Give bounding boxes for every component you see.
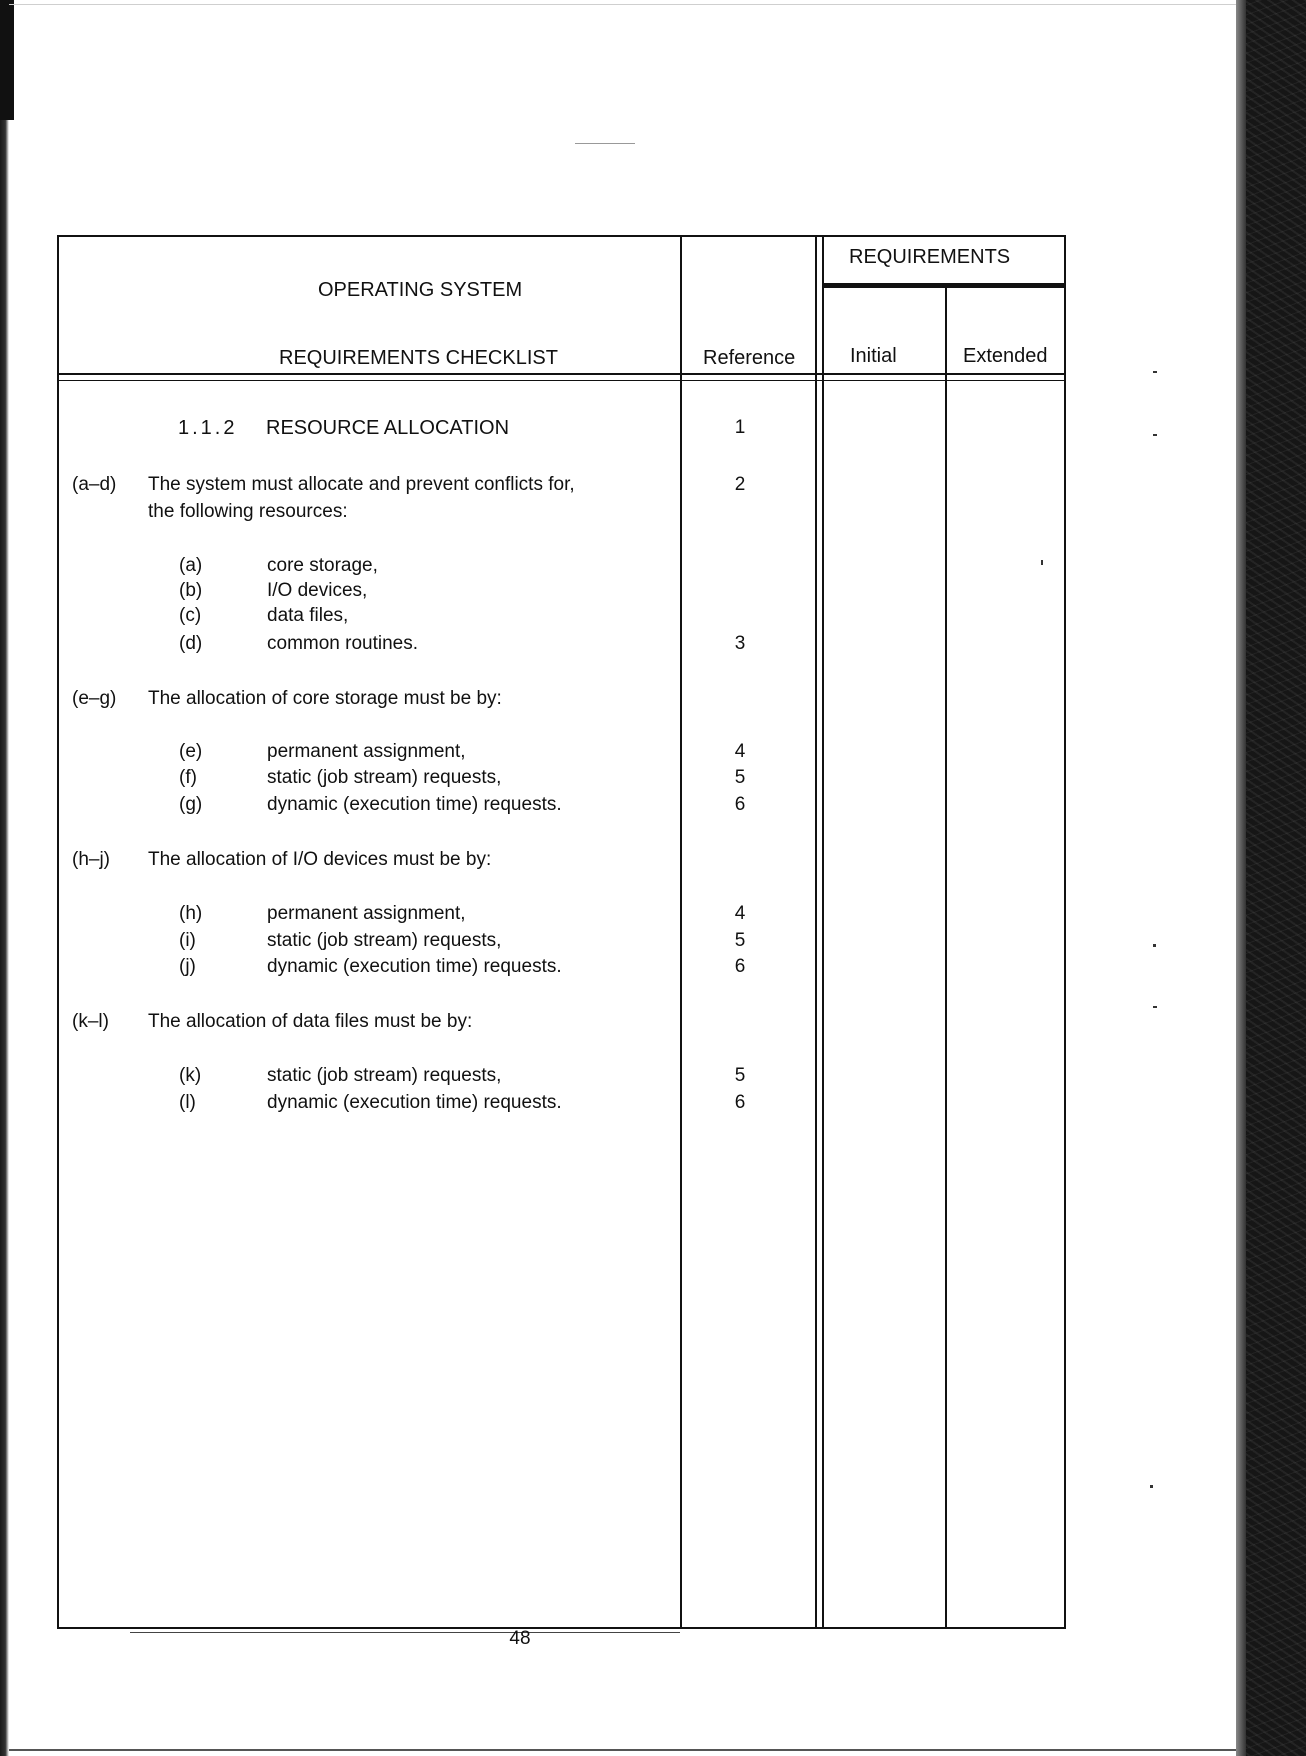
scan-edge-right-fade: [1236, 0, 1246, 1756]
item-label: (k): [179, 1065, 202, 1086]
scan-edge-left-dark: [0, 0, 14, 120]
group-label: (h–j): [72, 849, 111, 870]
group-text: The allocation of data files must be by:: [148, 1011, 473, 1032]
item-label: (d): [179, 633, 203, 654]
item-label: (h): [179, 903, 203, 924]
item-text: static (job stream) requests,: [267, 930, 502, 951]
scan-top-line: [9, 4, 1236, 5]
scan-edge-right: [1236, 0, 1306, 1756]
item-reference: 6: [734, 956, 746, 977]
section-title: RESOURCE ALLOCATION: [266, 417, 510, 439]
table-title-line-1: OPERATING SYSTEM: [318, 279, 523, 301]
section-reference: 1: [734, 417, 746, 438]
group-label: (a–d): [72, 474, 117, 495]
item-reference: 4: [734, 903, 746, 924]
initial-extended-divider: [945, 287, 947, 1629]
item-reference: 6: [734, 794, 746, 815]
scan-speck: [1153, 1006, 1157, 1008]
item-label: (b): [179, 580, 203, 601]
item-text: dynamic (execution time) requests.: [267, 794, 562, 815]
reference-column-header: Reference: [703, 347, 796, 369]
scan-speck: [575, 143, 635, 144]
header-rule-double: [57, 380, 1064, 381]
group-label: (k–l): [72, 1011, 109, 1032]
item-text: permanent assignment,: [267, 903, 466, 924]
page-number: 48: [509, 1628, 531, 1649]
requirements-column-left-border: [815, 235, 817, 1629]
item-label: (i): [179, 930, 196, 951]
requirements-column-left-border-double: [822, 235, 824, 1629]
item-label: (a): [179, 555, 203, 576]
item-text: data files,: [267, 605, 349, 626]
item-reference: 5: [734, 1065, 746, 1086]
item-reference: 3: [734, 633, 746, 654]
item-label: (l): [179, 1092, 196, 1113]
group-text: The allocation of I/O devices must be by:: [148, 849, 492, 870]
table-bottom-shadow: [130, 1632, 680, 1633]
item-label: (g): [179, 794, 203, 815]
scan-speck: [1153, 371, 1157, 373]
initial-column-header: Initial: [850, 345, 897, 367]
requirements-column-header: REQUIREMENTS: [849, 246, 1011, 268]
item-text: I/O devices,: [267, 580, 368, 601]
item-text: static (job stream) requests,: [267, 1065, 502, 1086]
group-reference: 2: [734, 474, 746, 495]
item-text: permanent assignment,: [267, 741, 466, 762]
group-text: The system must allocate and prevent conflicts for,: [148, 474, 575, 495]
item-label: (f): [179, 767, 197, 788]
item-text: dynamic (execution time) requests.: [267, 956, 562, 977]
item-label: (j): [179, 956, 196, 977]
scan-speck: [1153, 434, 1157, 436]
item-reference: 4: [734, 741, 746, 762]
item-reference: 6: [734, 1092, 746, 1113]
requirements-subheader-rule: [822, 283, 1064, 288]
header-rule: [57, 373, 1064, 375]
reference-column-left-border: [680, 235, 682, 1629]
scan-edge-left: [0, 0, 9, 1756]
group-text: The allocation of core storage must be by:: [148, 688, 502, 709]
scan-bottom-line: [9, 1749, 1236, 1751]
item-text: common routines.: [267, 633, 419, 654]
table-title-line-2: REQUIREMENTS CHECKLIST: [279, 347, 558, 369]
item-label: (e): [179, 741, 203, 762]
checklist-table-frame: [57, 235, 1066, 1629]
scan-speck: [1150, 1485, 1153, 1488]
section-number: 1.1.2: [178, 417, 238, 439]
item-text: core storage,: [267, 555, 378, 576]
item-label: (c): [179, 605, 202, 626]
extended-column-header: Extended: [963, 345, 1048, 367]
item-text: dynamic (execution time) requests.: [267, 1092, 562, 1113]
item-reference: 5: [734, 767, 746, 788]
group-text-continued: the following resources:: [148, 501, 348, 522]
group-label: (e–g): [72, 688, 117, 709]
item-reference: 5: [734, 930, 746, 951]
scan-speck: [1153, 944, 1156, 947]
item-text: static (job stream) requests,: [267, 767, 502, 788]
table-bottom-border: [57, 1627, 1064, 1629]
